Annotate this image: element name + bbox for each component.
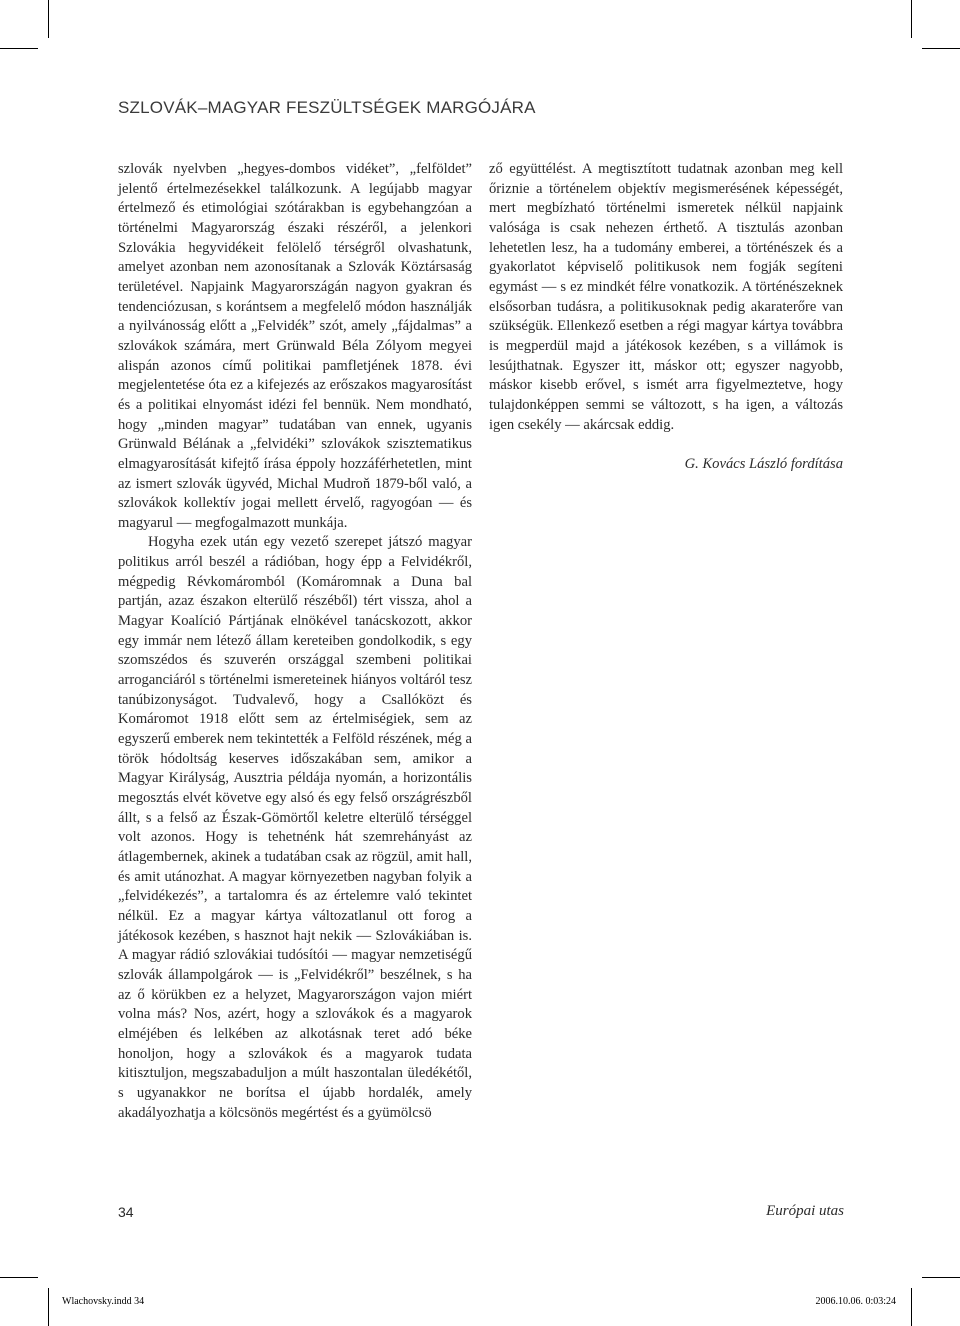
crop-mark	[922, 1277, 960, 1278]
body-paragraph: szlovák nyelvben „hegyes-dombos vidéket”, „felföldet” jelentő értelmezésekkel találkozunk. A legújabb magyar értelmező és etimológiai szótárakban is egybehangzóan a történelmi Magyarország északi részéről, a jelenkori Szlovákia hegyvidékeit felölelő térségről olvashatunk, amelyet azonban nem azonosítanak a Szlovák Köztársaság területével. Napjaink Magyarországán nagyon gyakran és tendenciózusan, s korántsem a megfelelő módon használják a nyilvánosság előtt a „Felvidék” szót, amely „fájdalmas” a szlovákok számára, mert Grünwald Béla Zólyom megyei alispán azonos című politikai pamfletjének 1878. évi megjelentetése óta ez a kifejezés az erőszakos magyarosítást és a politikai elnyomást idézi fel bennük. Nem mondható, hogy „minden magyar” tudatában van ennek, ugyanis Grünwald Bélának a „felvidéki” szlovákok szisztematikus elmagyarosítását kifejtő írása éppoly hozzáférhetetlen, mint az ismert szlovák ügyvéd, Michal Mudroň 1879-ből való, a szlovákok kollektív jogai mellett érvelő, ragyogóan — és magyarul — megfogalmazott munkája.	[118, 161, 472, 531]
crop-mark	[48, 1288, 49, 1326]
journal-name: Európai utas	[766, 1203, 844, 1219]
crop-mark	[0, 48, 38, 49]
slug-file-name: Wlachovsky.indd 34	[62, 1296, 145, 1307]
slug-timestamp: 2006.10.06. 0:03:24	[815, 1296, 896, 1307]
crop-mark	[48, 0, 49, 38]
crop-mark	[922, 48, 960, 49]
right-column	[489, 160, 843, 475]
body-paragraph: Hogyha ezek után egy vezető szerepet játszó magyar politikus arról beszél a rádióban, hogy épp a Felvidékről, mégpedig Révkomáromból (Komáromnak a Duna bal partján, azaz északon elterülő részéből) tért vissza, ahol a Magyar Koalíció Pártjának elnökével tanácskozott, akkor egy immár nem létező állam kereteiben gondolkodik, s egy szomszédos és szuverén országgal szembeni politikai arroganciáról s történelmi ismereteinek hiányos voltáról tesz tanúbizonyságot. Tudvalevő, hogy a Csallóközt és Komáromot 1918 előtt sem az értelmiségiek, sem az egyszerű emberek nem tekintették a Felföld részének, még a török hódoltság keserves időszakában sem, amikor a Magyar Királyság, Ausztria példája nyomán, a horizontális megosztás elvét követve egy alsó és egy felső országrészből állt, s a felső az Észak-Gömörtől keletre elterülő térséggel volt azonos. Hogy is tehetnénk hát szemrehányást az átlagembernek, akinek a tudatában csak az rögzül, amit hall, és amit utánozhat. A magyar környezetben nagyban folyik a „felvidékezés”, a tartalomra és az értelemre való tekintet nélkül. Ez a magyar kártya változatlanul ott forog a játékosok kezében, s hasznot hajt nekik — Szlovákiában is. A magyar rádió szlovákiai tudósítói — magyar nemzetiségű szlovák állampolgárok — is „Felvidékről” beszélnek, s ha az ő körükben ez a helyzet, Magyarországon vajon miért volna más? Nos, azért, hogy a szlovákok és a magyarok elméjében és lelkében az alkotásnak teret adó béke honoljon, hogy a szlovákok és a magyarok tudata kitisztuljon, megszabaduljon a múlt haszontalan üledékétől, s ugyanakkor ne borítsa el újabb hordalék, amely akadályozhatja a kölcsönös megértést és a gyümölcsö	[118, 534, 472, 1121]
translator-credit: G. Kovács László fordítása	[684, 456, 843, 473]
crop-mark	[911, 0, 912, 38]
crop-mark	[0, 1277, 38, 1278]
running-head: SZLOVÁK–MAGYAR FESZÜLTSÉGEK MARGÓJÁRA	[118, 98, 536, 117]
left-column	[118, 160, 472, 1123]
crop-mark	[911, 1288, 912, 1326]
body-paragraph: ző együttélést. A megtisztított tudatnak azonban meg kell őriznie a történelem objektív megismerésének képességét, mert megbízható történelmi ismeretek nélkül napjaink valósága is csak nehezen érthető. A tisztulás azonban lehetetlen lesz, ha a tudomány emberei, a történészek és a gyakorlatot képviselő politikusok nem fogják segíteni egymást — s ez mindkét félre vonatkozik. A történészeknek elsősorban tudásra, a politikusoknak pedig akaraterőre van szükségük. Ellenkező esetben a régi magyar kártya továbbra is megperdül majd a játékosok kezében, s a villámok is lesújthatnak. Egyszer itt, máskor ott; egyszer nagyobb, máskor kisebb erővel, s ismét arra figyelmeztetve, hogy tulajdonképpen semmi se változott, s ha igen, a változás igen csekély — akárcsak eddig.	[489, 161, 843, 433]
page-number: 34	[118, 1204, 134, 1220]
